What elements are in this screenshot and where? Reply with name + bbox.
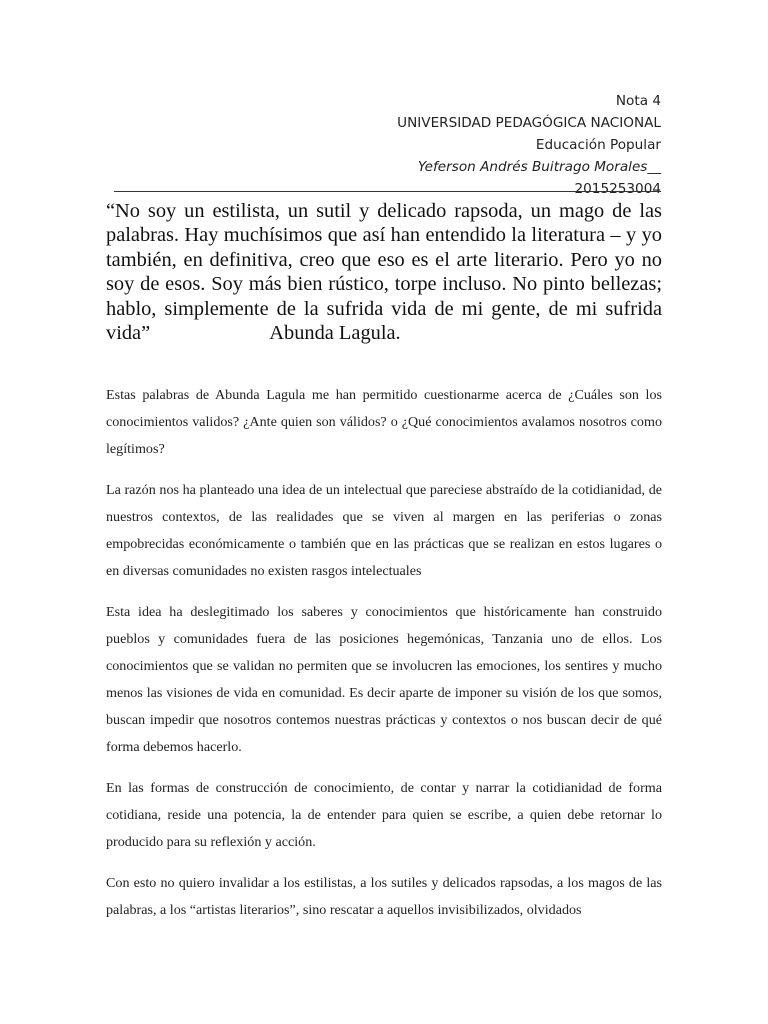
author-name: Yeferson Andrés Buitrago Morales__ <box>417 159 661 175</box>
program-name: Educación Popular <box>535 137 661 153</box>
note-number: Nota 4 <box>615 93 661 109</box>
document-body <box>106 382 662 938</box>
quote-author: Abunda Lagula. <box>269 322 401 345</box>
document-header <box>397 90 661 200</box>
epigraph-quote <box>106 199 662 345</box>
student-code: 2015253004 <box>574 181 661 197</box>
paragraph: Esta idea ha deslegitimado los saberes y conocimientos que históricamente han construido pueblos y comunidades fuera de las posiciones hegemónicas, Tanzania uno de ellos. Los conocimientos que se validan no permiten que se involucren las emociones, los sentires y mucho menos las visiones de vida en comunidad. Es decir aparte de imponer su visión de los que somos, buscan impedir que nosotros contemos nuestras prácticas y contextos o nos buscan decir de qué forma debemos hacerlo. <box>106 604 662 755</box>
paragraph: Con esto no quiero invalidar a los estilistas, a los sutiles y delicados rapsodas, a los magos de las palabras, a los “artistas literarios”, sino rescatar a aquellos invisibilizados, olvidados <box>106 875 662 918</box>
paragraph: La razón nos ha planteado una idea de un intelectual que pareciese abstraído de la cotidianidad, de nuestros contextos, de las realidades que se viven al margen en las periferias o zonas empobrecidas económicamente o también que en las prácticas que se realizan en estos lugares o en diversas comunidades no existen rasgos intelectuales <box>106 482 662 579</box>
quote-text: “No soy un estilista, un sutil y delicado rapsoda, un mago de las palabras. Hay muchísimos que así han entendido la literatura – y yo también, en definitiva, creo que eso es el arte literario. Pero yo no soy de esos. Soy más bien rústico, torpe incluso. No pinto bellezas; hablo, simplemente de la sufrida vida de mi gente, de mi sufrida vida” <box>106 200 662 345</box>
header-divider <box>114 191 661 192</box>
university-name: UNIVERSIDAD PEDAGÓGICA NACIONAL <box>397 115 661 131</box>
paragraph: Estas palabras de Abunda Lagula me han permitido cuestionarme acerca de ¿Cuáles son los conocimientos validos? ¿Ante quien son válidos? o ¿Qué conocimientos avalamos nosotros como legítimos? <box>106 387 662 457</box>
paragraph: En las formas de construcción de conocimiento, de contar y narrar la cotidianidad de forma cotidiana, reside una potencia, la de entender para quien se escribe, a quien debe retornar lo producido para su reflexión y acción. <box>106 780 662 850</box>
